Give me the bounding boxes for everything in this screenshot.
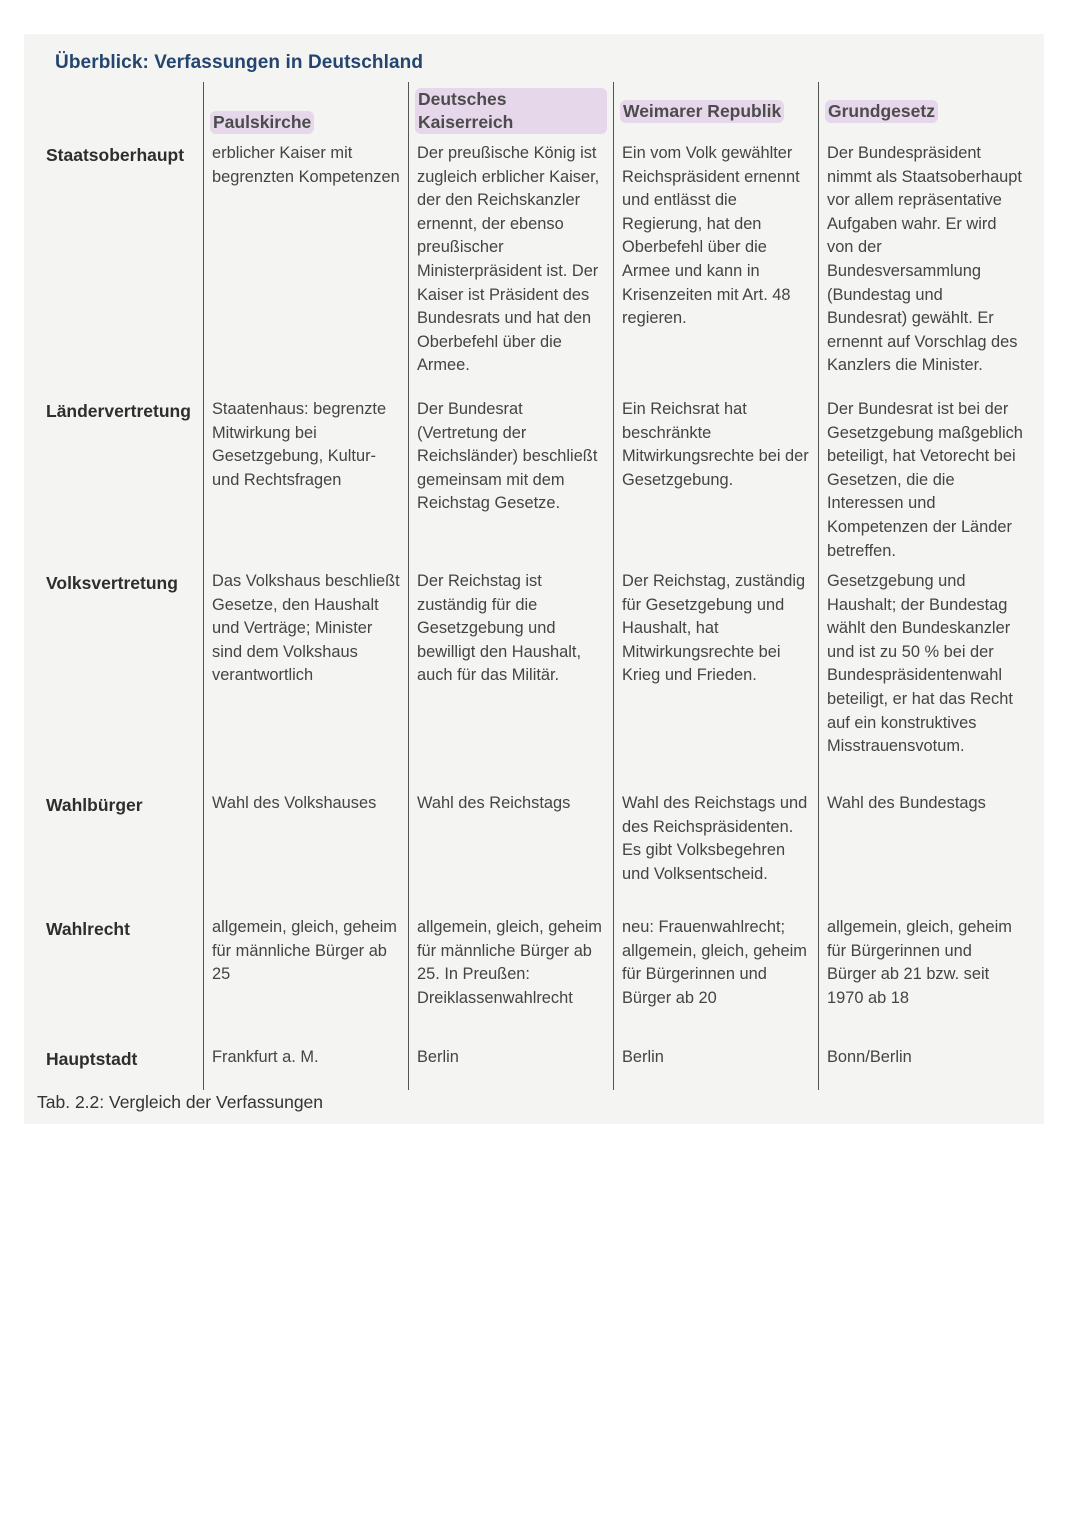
table-cell: Frankfurt a. M. — [203, 1042, 408, 1090]
row-header-volksvertretung: Volksvertretung — [46, 573, 178, 593]
table-cell: Wahl des Reichstags — [408, 788, 613, 912]
row-header-laendervertretung: Ländervertretung — [46, 401, 191, 421]
table-cell: erblicher Kaiser mit begrenzten Kompetenzen — [203, 138, 408, 394]
table-cell: allgemein, gleich, geheim für Bürgerinnen und Bürger ab 21 bzw. seit 1970 ab 18 — [818, 912, 1030, 1042]
table-cell: Berlin — [613, 1042, 818, 1090]
row-header-wahlbuerger: Wahlbürger — [46, 795, 143, 815]
table-cell: allgemein, gleich, geheim für männliche Bürger ab 25 — [203, 912, 408, 1042]
table-cell: allgemein, gleich, geheim für männliche Bürger ab 25. In Preußen: Dreiklassenwahlrecht — [408, 912, 613, 1042]
table-cell: Der Bundespräsident nimmt als Staatsoberhaupt vor allem repräsentative Aufgaben wahr. Er wird von der Bundesversammlung (Bundestag und Bundesrat) gewählt. Er ernennt auf Vorschlag des Kanzlers die Minister. — [818, 138, 1030, 394]
table-cell: Das Volkshaus beschließt Gesetze, den Haushalt und Verträge; Minister sind dem Volkshaus verantwortlich — [203, 566, 408, 788]
column-header-label: Paulskirche — [210, 111, 314, 134]
table-cell: Bonn/Berlin — [818, 1042, 1030, 1090]
table-corner — [40, 82, 203, 138]
column-header-label: Grundgesetz — [825, 100, 938, 123]
table-cell: Der Bundesrat (Vertretung der Reichsländer) beschließt gemeinsam mit dem Reichstag Gesetze. — [408, 394, 613, 566]
row-header-staatsoberhaupt: Staatsoberhaupt — [46, 145, 185, 165]
table-cell: Der Reichstag, zuständig für Gesetzgebung und Haushalt, hat Mitwirkungsrechte bei Krieg und Frieden. — [613, 566, 818, 788]
table-cell: Der preußische König ist zugleich erblicher Kaiser, der den Reichskanzler ernennt, der ebenso preußischer Ministerpräsident ist. Der Kaiser ist Präsident des Bundesrats und hat den Oberbefehl über die Armee. — [408, 138, 613, 394]
page-title: Überblick: Verfassungen in Deutschland — [55, 52, 424, 73]
column-header-label: Weimarer Republik — [620, 100, 784, 123]
column-header-kaiserreich — [408, 82, 613, 138]
table-cell: Gesetzgebung und Haushalt; der Bundestag wählt den Bundeskanzler und ist zu 50 % bei der Bundespräsidentenwahl beteiligt, er hat das Recht auf ein konstruktives Misstrauensvotum. — [818, 566, 1030, 788]
table-cell: Der Bundesrat ist bei der Gesetzgebung maßgeblich beteiligt, hat Vetorecht bei Gesetzen, die die Interessen und Kompetenzen der Länder betreffen. — [818, 394, 1030, 566]
table-cell: Der Reichstag ist zuständig für die Gesetzgebung und bewilligt den Haushalt, auch für das Militär. — [408, 566, 613, 788]
column-header-label: Deutsches Kaiserreich — [415, 88, 607, 134]
column-header-grundgesetz — [818, 82, 1030, 138]
table-cell: neu: Frauenwahlrecht; allgemein, gleich, geheim für Bürgerinnen und Bürger ab 20 — [613, 912, 818, 1042]
table-cell: Wahl des Reichstags und des Reichspräsidenten. Es gibt Volksbegehren und Volksentscheid. — [613, 788, 818, 912]
table-cell: Wahl des Bundestags — [818, 788, 1030, 912]
table-cell: Staatenhaus: begrenzte Mitwirkung bei Gesetzgebung, Kultur- und Rechtsfragen — [203, 394, 408, 566]
row-header-wahlrecht: Wahlrecht — [46, 919, 130, 939]
column-header-paulskirche — [203, 82, 408, 138]
table-cell: Ein Reichsrat hat beschränkte Mitwirkungsrechte bei der Gesetzgebung. — [613, 394, 818, 566]
table-cell: Berlin — [408, 1042, 613, 1090]
column-header-weimar — [613, 82, 818, 138]
table-cell: Wahl des Volkshauses — [203, 788, 408, 912]
row-header-hauptstadt: Hauptstadt — [46, 1049, 138, 1069]
table-caption: Tab. 2.2: Vergleich der Verfassungen — [37, 1092, 324, 1112]
table-cell: Ein vom Volk gewählter Reichspräsident ernennt und entlässt die Regierung, hat den Oberbefehl über die Armee und kann in Krisenzeiten mit Art. 48 regieren. — [613, 138, 818, 394]
comparison-table — [40, 82, 1030, 1090]
